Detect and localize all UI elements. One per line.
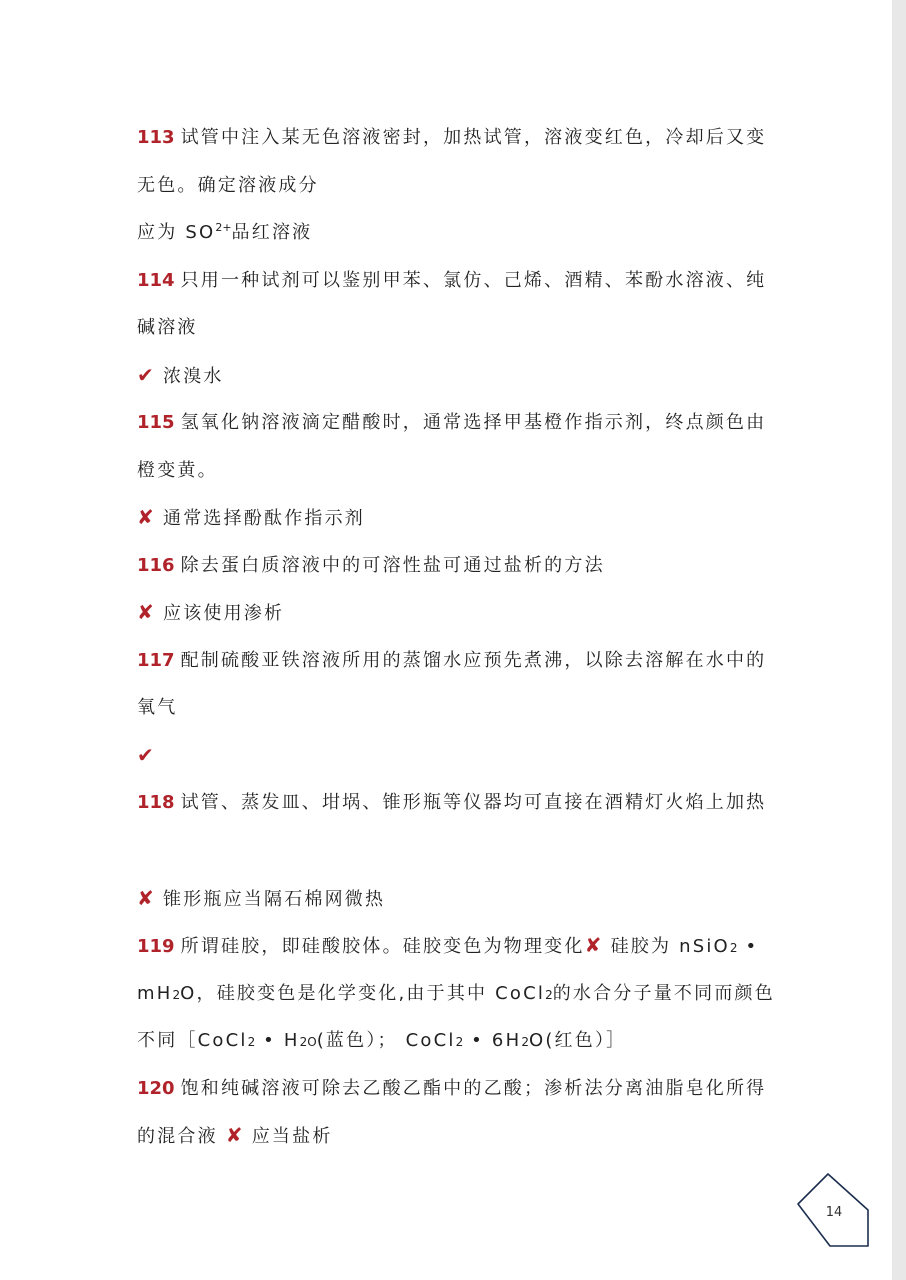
subscript: 2 bbox=[455, 1035, 464, 1049]
question-text: 氢氧化钠溶液滴定醋酸时，通常选择甲基橙作指示剂，终点颜色由 bbox=[180, 412, 767, 433]
page-edge-strip bbox=[892, 0, 906, 1280]
answer-text: (蓝色）； CoCl bbox=[316, 1030, 456, 1051]
answer-text: mH bbox=[137, 982, 173, 1004]
question-text: 试管、蒸发皿、坩埚、锥形瓶等仪器均可直接在酒精灯火焰上加热 bbox=[180, 792, 767, 813]
question-text: 碱溶液 bbox=[137, 317, 198, 338]
subscript: 2 bbox=[545, 987, 553, 1002]
answer-text: 通常选择酚酞作指示剂 bbox=[163, 508, 365, 529]
question-text: 的混合液 bbox=[137, 1126, 218, 1147]
answer-text: 应当盐析 bbox=[251, 1126, 333, 1147]
question-text: 除去蛋白质溶液中的可溶性盐可通过盐析的方法 bbox=[180, 554, 605, 576]
spacer bbox=[137, 827, 772, 875]
item-120-line-2 bbox=[137, 1112, 772, 1160]
item-number: 115 bbox=[137, 412, 175, 433]
question-text: 氧气 bbox=[137, 697, 178, 718]
item-114-line-1 bbox=[137, 257, 772, 305]
answer-text: • bbox=[737, 936, 759, 957]
question-text: 试管中注入某无色溶液密封，加热试管，溶液变红色，冷却后又变 bbox=[180, 127, 767, 148]
question-text: 配制硫酸亚铁溶液所用的蒸馏水应预先煮沸，以除去溶解在水中的 bbox=[180, 649, 767, 671]
answer-text: 浓溴水 bbox=[163, 365, 224, 387]
item-number: 113 bbox=[137, 127, 175, 148]
question-text: 只用一种试剂可以鉴别甲苯、氯仿、己烯、酒精、苯酚水溶液、纯 bbox=[180, 269, 767, 291]
answer-text: 不同［CoCl bbox=[137, 1030, 248, 1051]
question-text: 所谓硅胶，即硅酸胶体。硅胶变色为物理变化 bbox=[180, 936, 585, 957]
cross-mark-icon: ✘ bbox=[225, 1123, 245, 1147]
cross-mark-icon: ✘ bbox=[137, 600, 156, 624]
answer-text: • H bbox=[255, 1030, 300, 1051]
answer-text: 的水合分子量不同而颜色 bbox=[552, 982, 775, 1004]
item-number: 120 bbox=[137, 1077, 175, 1099]
item-114-answer bbox=[137, 352, 772, 400]
item-118-answer bbox=[137, 875, 772, 923]
subscript: 2 bbox=[729, 941, 738, 955]
answer-text: 品红溶液 bbox=[231, 222, 313, 243]
subscript: 2 bbox=[247, 1035, 256, 1049]
item-number: 117 bbox=[137, 649, 175, 671]
cross-mark-icon: ✘ bbox=[137, 505, 156, 529]
answer-text: 锥形瓶应当隔石棉网微热 bbox=[163, 888, 386, 910]
item-117-answer bbox=[137, 732, 772, 780]
item-113-line-1 bbox=[137, 114, 772, 162]
item-120-line-1 bbox=[137, 1065, 772, 1113]
answer-text: O，硅胶变色是化学变化,由于其中 CoCl bbox=[180, 982, 546, 1004]
answer-superscript: 2+ bbox=[215, 221, 232, 234]
answer-text: • 6H bbox=[463, 1030, 522, 1051]
item-number: 118 bbox=[137, 792, 175, 813]
item-114-line-2 bbox=[137, 304, 772, 352]
item-116-answer bbox=[137, 589, 772, 637]
answer-text: 硅胶为 nSiO bbox=[610, 936, 730, 957]
cross-mark-icon: ✘ bbox=[584, 933, 604, 957]
item-117-line-2 bbox=[137, 684, 772, 732]
item-number: 114 bbox=[137, 269, 175, 291]
item-number: 119 bbox=[137, 936, 175, 957]
item-115-line-1 bbox=[137, 399, 772, 447]
subscript: 2 bbox=[172, 987, 181, 1002]
subscript: 2 bbox=[521, 1035, 529, 1049]
question-text: 无色。确定溶液成分 bbox=[137, 174, 319, 196]
check-mark-icon: ✔ bbox=[137, 742, 156, 767]
item-117-line-1 bbox=[137, 637, 772, 685]
item-113-answer bbox=[137, 209, 772, 257]
answer-text: 应为 SO bbox=[137, 222, 216, 243]
item-115-line-2 bbox=[137, 447, 772, 495]
item-119-line-3 bbox=[137, 1017, 772, 1065]
item-119-line-1 bbox=[137, 922, 772, 970]
content bbox=[137, 114, 775, 1160]
question-text: 饱和纯碱溶液可除去乙酸乙酯中的乙酸；渗析法分离油脂皂化所得 bbox=[180, 1077, 767, 1099]
answer-text: 应该使用渗析 bbox=[163, 603, 285, 624]
cross-mark-icon: ✘ bbox=[137, 885, 156, 910]
subscript: 2O bbox=[299, 1035, 317, 1049]
item-115-answer bbox=[137, 494, 772, 542]
item-116-line-1 bbox=[137, 542, 772, 590]
check-mark-icon: ✔ bbox=[137, 362, 156, 387]
item-119-line-2 bbox=[137, 970, 775, 1018]
item-number: 116 bbox=[137, 554, 175, 576]
item-118-line-1 bbox=[137, 779, 772, 827]
question-text: 橙变黄。 bbox=[137, 459, 218, 481]
answer-text: O(红色）］ bbox=[528, 1030, 627, 1051]
item-113-line-2 bbox=[137, 162, 772, 210]
page-number: 14 bbox=[825, 1205, 843, 1220]
